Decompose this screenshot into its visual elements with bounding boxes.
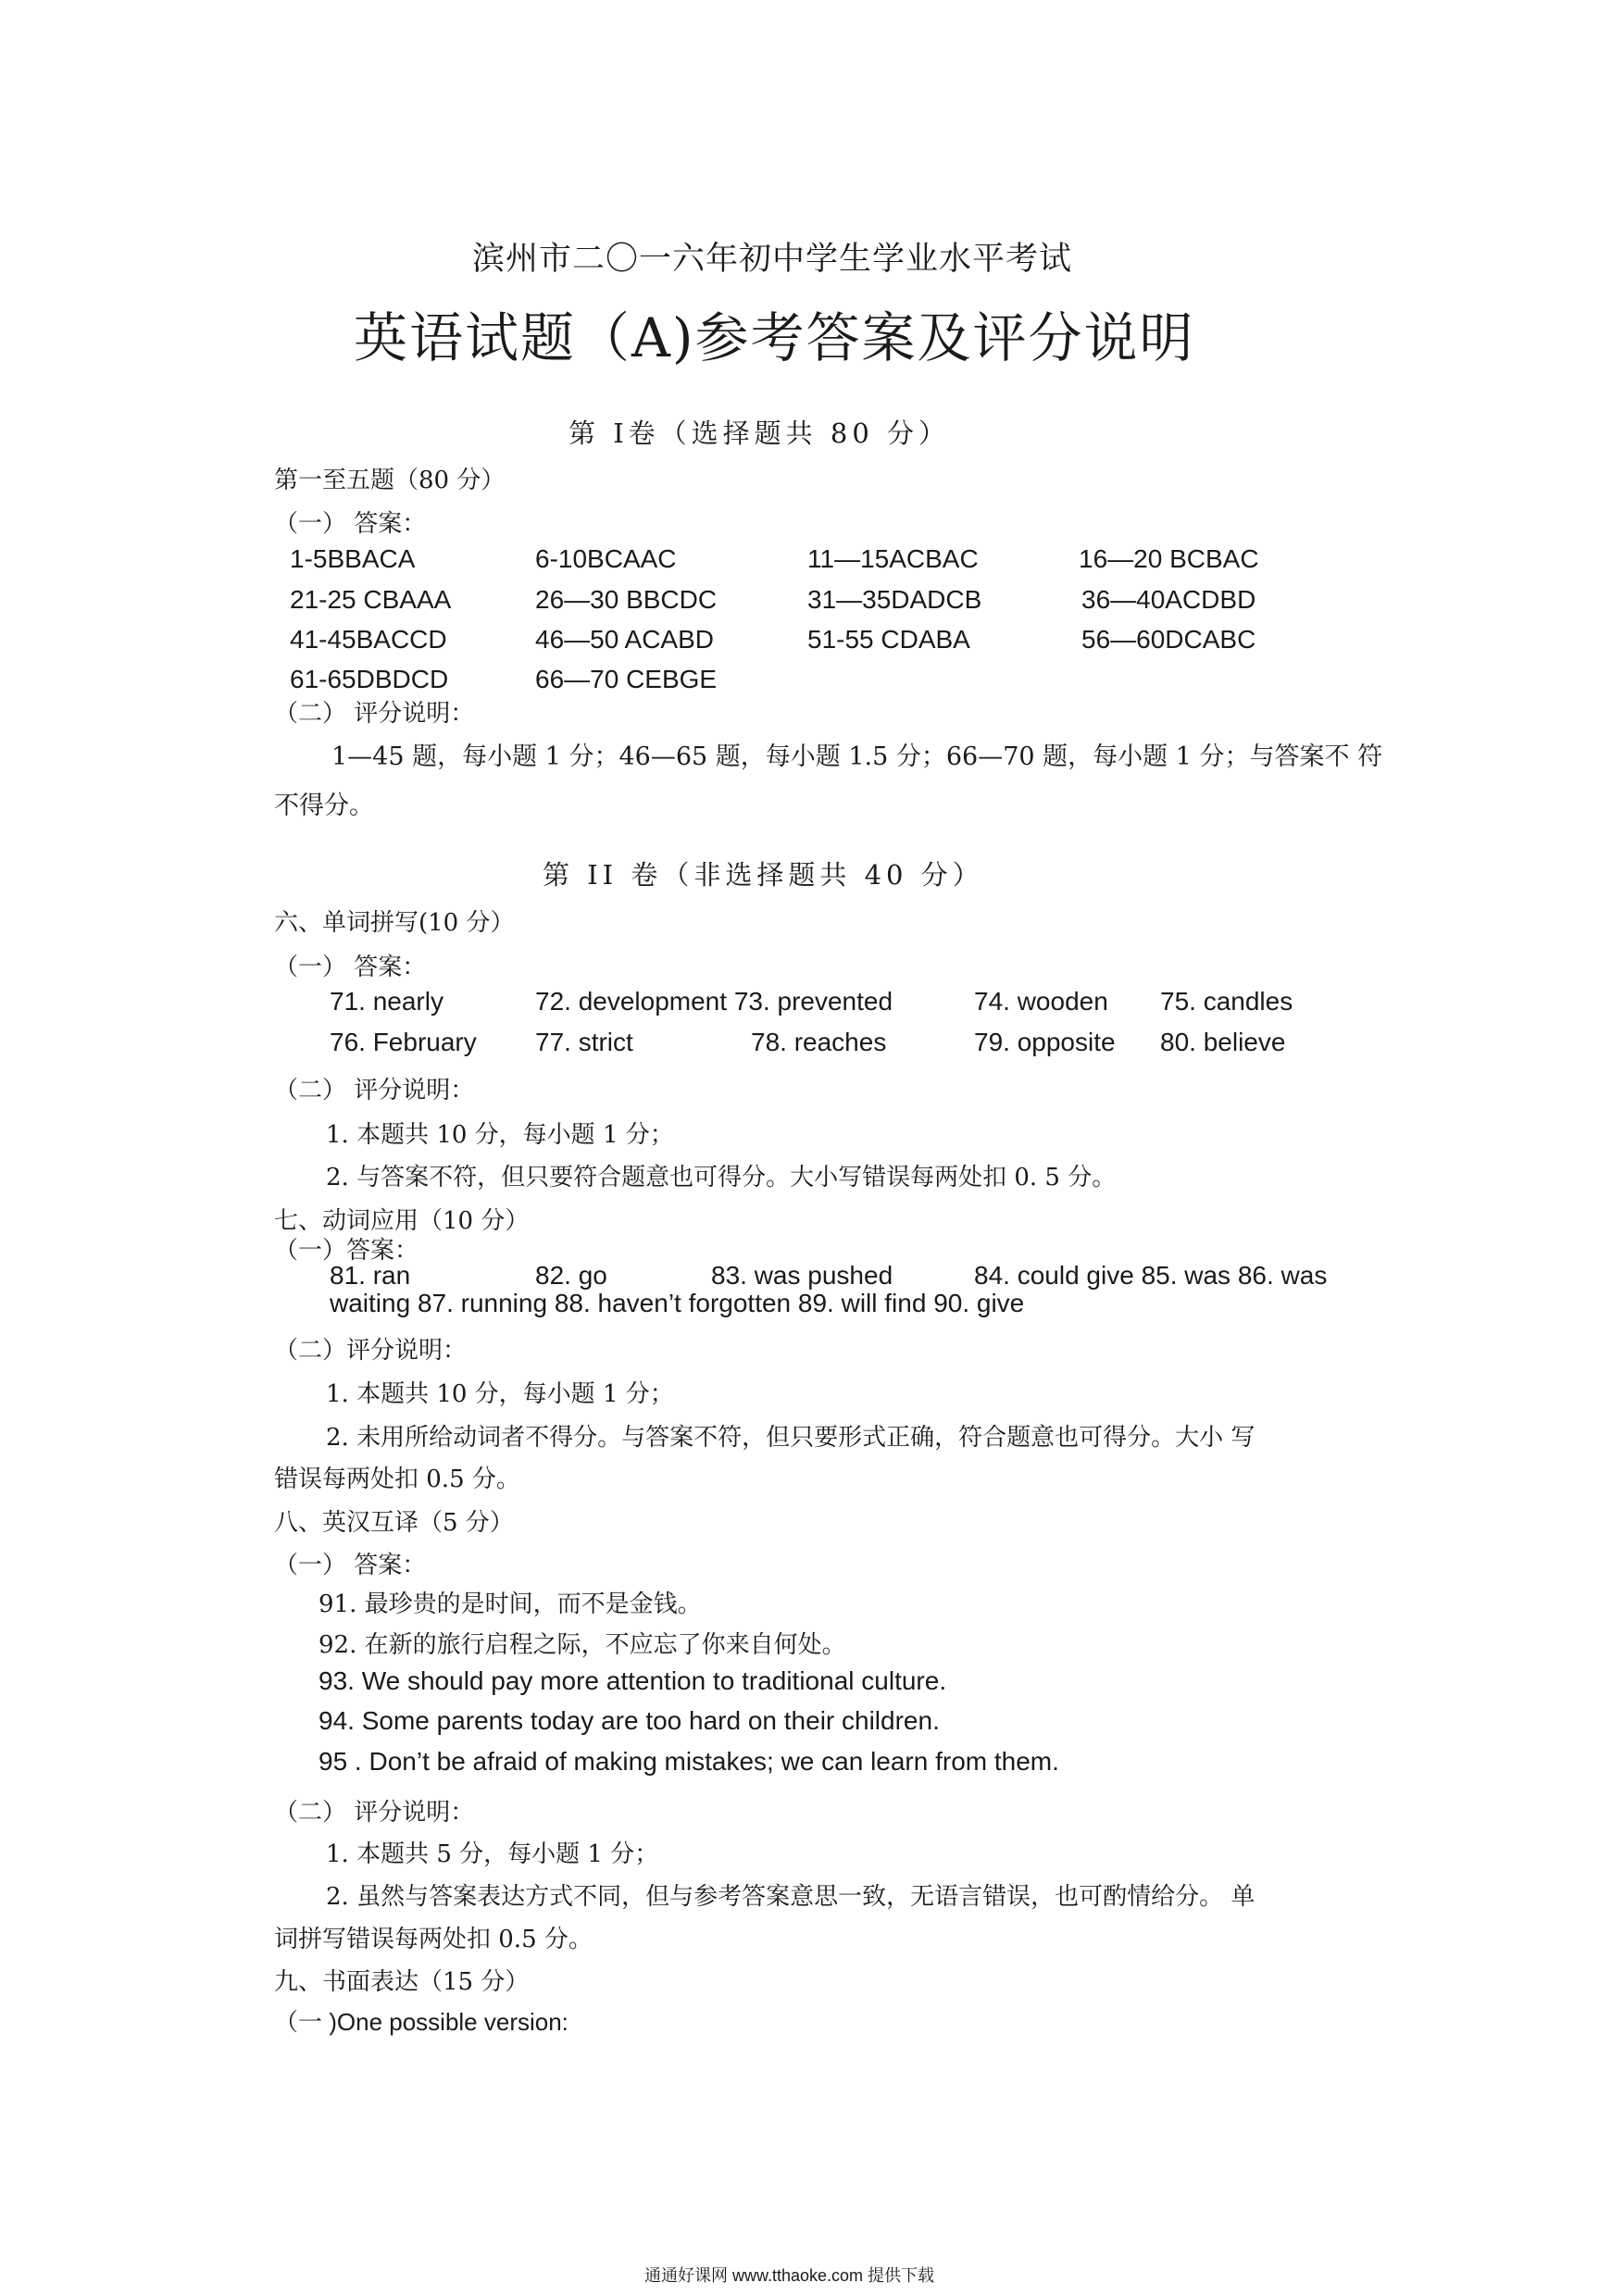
section8-scoring-label: （二） 评分说明： xyxy=(274,1799,475,1827)
answer-item: 83. was pushed xyxy=(711,1261,893,1290)
answer-cell: 11—15ACBAC xyxy=(807,544,979,573)
answer-item: 77. strict xyxy=(535,1028,633,1056)
part1-scoring-text: 1—45 题，每小题 1 分；46—65 题，每小题 1.5 分；66—70 题，每小题 1 分；与答案不 符 xyxy=(331,742,1383,771)
answer-item: 81. ran xyxy=(330,1261,411,1290)
answer-line: waiting 87. running 88. haven’t forgotten 89. will find 90. give xyxy=(330,1289,1025,1317)
answer-item: 71. nearly xyxy=(330,987,443,1016)
answer-cell: 26—30 BBCDC xyxy=(535,585,718,614)
answer-cell: 31—35DADCB xyxy=(807,585,982,614)
section8-answers-label: （一） 答案： xyxy=(274,1552,427,1579)
answer-94: 94. Some parents today are too hard on their children. xyxy=(319,1706,940,1735)
answer-92: 92. 在新的旅行启程之际，不应忘了你来自何处。 xyxy=(319,1631,846,1659)
answer-item: 74. wooden xyxy=(974,987,1108,1016)
answer-91: 91. 最珍贵的是时间，而不是金钱。 xyxy=(319,1590,702,1618)
answer-item: 82. go xyxy=(535,1261,607,1290)
answer-95: 95 . Don’t be afraid of making mistakes; we can learn from them. xyxy=(319,1747,1059,1776)
answer-item: 78. reaches xyxy=(751,1028,887,1056)
section8-rule-2: 2. 虽然与答案表达方式不同，但与参考答案意思一致，无语言错误，也可酌情给分。 单 xyxy=(326,1883,1255,1911)
section9-version-label: （一 )One possible version: xyxy=(274,2008,568,2036)
answer-item: 84. could give 85. was 86. was xyxy=(974,1261,1328,1290)
answer-item: 75. candles xyxy=(1160,987,1293,1016)
answer-cell: 56—60DCABC xyxy=(1081,625,1256,654)
section7-answers-label: （一）答案： xyxy=(274,1237,419,1265)
answer-cell: 16—20 BCBAC xyxy=(1079,544,1259,573)
part1-heading: 第 I卷（选择题共 80 分） xyxy=(568,418,951,449)
section7-title: 七、动词应用（10 分） xyxy=(274,1207,530,1235)
section6-answers-label: （一） 答案： xyxy=(274,954,427,981)
answer-cell: 6-10BCAAC xyxy=(535,544,677,573)
section8-title: 八、英汉互译（5 分） xyxy=(274,1509,514,1537)
section7-scoring-label: （二）评分说明： xyxy=(274,1337,468,1365)
answer-cell: 61-65DBDCD xyxy=(290,665,449,693)
answer-cell: 1-5BBACA xyxy=(290,544,416,573)
section6-rule-1: 1. 本题共 10 分，每小题 1 分； xyxy=(326,1121,674,1149)
answer-93: 93. We should pay more attention to traditional culture. xyxy=(319,1666,947,1695)
answer-item: 72. development 73. prevented xyxy=(535,987,893,1016)
section6-title: 六、单词拼写(10 分） xyxy=(274,909,515,937)
section9-title: 九、书面表达（15 分） xyxy=(274,1968,530,1996)
page-footer: 通通好课网 www.tthaoke.com 提供下载 xyxy=(644,2266,935,2285)
answer-cell: 41-45BACCD xyxy=(290,625,447,654)
exam-title: 滨州市二〇一六年初中学生学业水平考试 xyxy=(472,241,1073,278)
part1-scoring-text-cont: 不得分。 xyxy=(274,792,374,820)
part1-section-label: 第一至五题（80 分） xyxy=(274,467,506,494)
section6-rule-2: 2. 与答案不符，但只要符合题意也可得分。大小写错误每两处扣 0. 5 分。 xyxy=(326,1164,1117,1191)
answer-cell: 21-25 CBAAA xyxy=(290,585,452,614)
section6-scoring-label: （二） 评分说明： xyxy=(274,1077,475,1104)
section7-rule-2-cont: 错误每两处扣 0.5 分。 xyxy=(274,1466,520,1493)
answer-item: 79. opposite xyxy=(974,1028,1116,1056)
answer-cell: 51-55 CDABA xyxy=(807,625,970,654)
document-title: 英语试题（A)参考答案及评分说明 xyxy=(354,306,1195,369)
part1-answers-label: （一） 答案： xyxy=(274,510,427,538)
section7-rule-1: 1. 本题共 10 分，每小题 1 分； xyxy=(326,1380,674,1408)
answer-cell: 66—70 CEBGE xyxy=(535,665,718,693)
answer-cell: 46—50 ACABD xyxy=(535,625,714,654)
answer-item: 76. February xyxy=(330,1028,477,1056)
part2-heading: 第 II 卷（非选择题共 40 分） xyxy=(543,859,984,891)
answer-item: 80. believe xyxy=(1160,1028,1286,1056)
section8-rule-1: 1. 本题共 5 分，每小题 1 分； xyxy=(326,1840,659,1868)
section8-rule-2-cont: 词拼写错误每两处扣 0.5 分。 xyxy=(274,1926,593,1953)
answer-cell: 36—40ACDBD xyxy=(1081,585,1256,614)
part1-scoring-label: （二） 评分说明： xyxy=(274,700,475,728)
section7-rule-2: 2. 未用所给动词者不得分。与答案不符，但只要形式正确，符合题意也可得分。大小 写 xyxy=(326,1424,1255,1452)
